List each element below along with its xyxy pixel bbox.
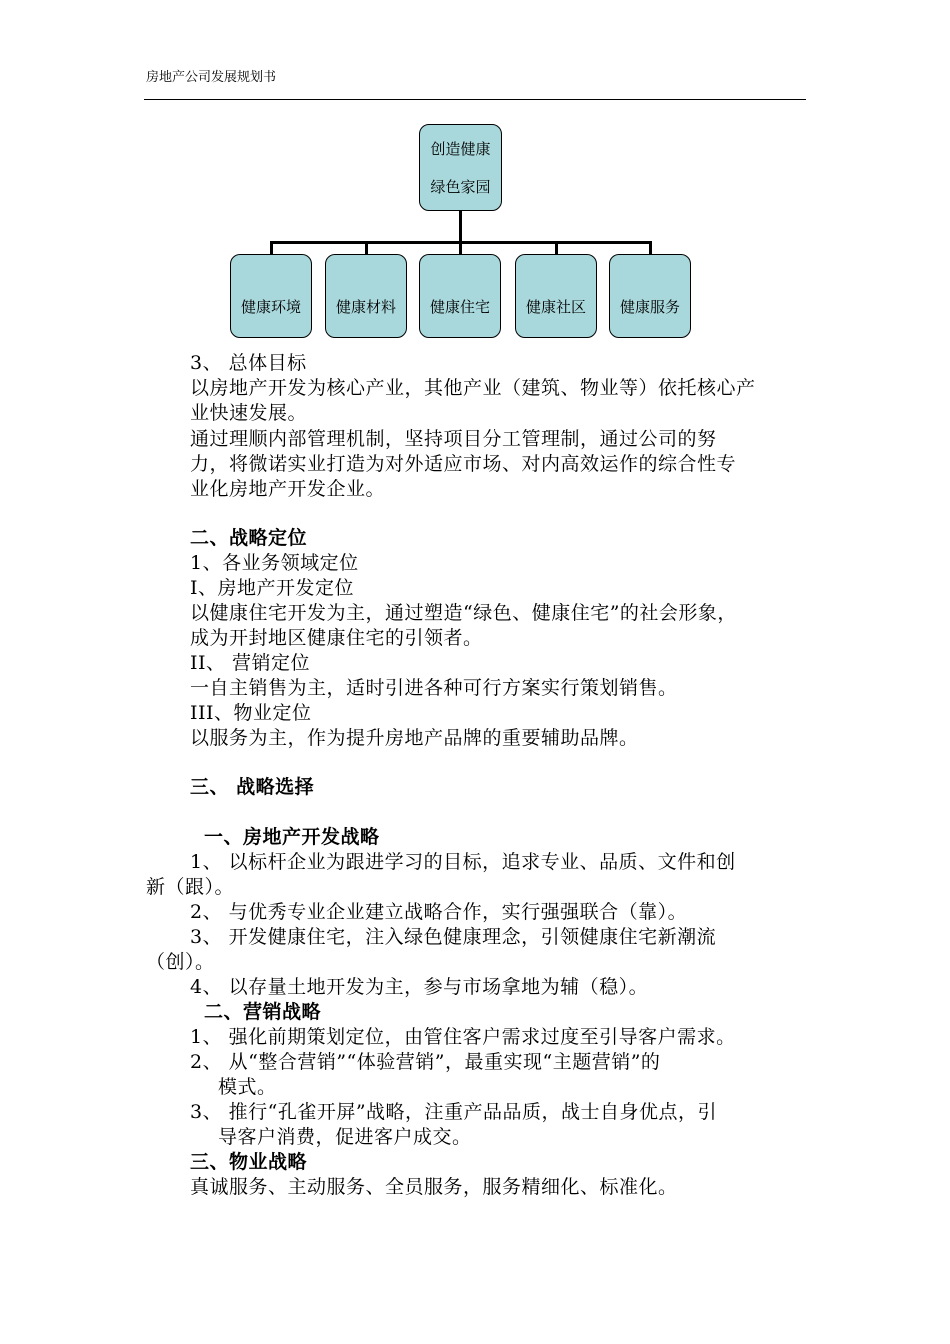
org-connector-drop-1 — [270, 241, 273, 254]
org-child-service: 健康服务 — [609, 254, 691, 338]
text-line: 成为开封地区健康住宅的引领者。 — [190, 627, 483, 649]
subsection-heading: 三、物业战略 — [190, 1151, 308, 1173]
text-line: 真诚服务、主动服务、全员服务，服务精细化、标准化。 — [190, 1176, 678, 1198]
section-heading: 二、战略定位 — [190, 527, 308, 549]
text-line: 以房地产开发为核心产业，其他产业（建筑、物业等）依托核心产 — [190, 377, 756, 399]
org-child-housing: 健康住宅 — [419, 254, 501, 338]
org-child-environment: 健康环境 — [230, 254, 312, 338]
text-line: 3、 推行“孔雀开屏”战略，注重产品品质，战士自身优点，引 — [190, 1101, 718, 1123]
text-line: 以健康住宅开发为主，通过塑造“绿色、健康住宅”的社会形象， — [190, 602, 737, 624]
org-connector-drop-5 — [649, 241, 652, 254]
org-child-materials: 健康材料 — [325, 254, 407, 338]
text-line: 力，将微诺实业打造为对外适应市场、对内高效运作的综合性专 — [190, 453, 737, 475]
text-line: 模式。 — [218, 1076, 277, 1098]
text-line: III、物业定位 — [190, 702, 312, 724]
text-line: 通过理顺内部管理机制，坚持项目分工管理制，通过公司的努 — [190, 428, 717, 450]
subsection-heading: 一、房地产开发战略 — [204, 826, 380, 848]
text-line: 以服务为主，作为提升房地产品牌的重要辅助品牌。 — [190, 727, 639, 749]
org-child-community: 健康社区 — [515, 254, 597, 338]
text-line: 导客户消费，促进客户成交。 — [218, 1126, 472, 1148]
header-divider — [144, 99, 806, 100]
org-root-line2: 绿色家园 — [430, 177, 491, 196]
text-line: 4、 以存量土地开发为主，参与市场拿地为辅（稳）。 — [190, 976, 649, 998]
text-line: 2、 从“整合营销”“体验营销”，最重实现“主题营销”的 — [190, 1051, 661, 1073]
text-line: 2、 与优秀专业企业建立战略合作，实行强强联合（靠）。 — [190, 901, 688, 923]
text-line: 1、 强化前期策划定位，由管住客户需求过度至引导客户需求。 — [190, 1026, 736, 1048]
page-header: 房地产公司发展规划书 — [146, 70, 277, 85]
text-line: 1、 以标杆企业为跟进学习的目标，追求专业、品质、文件和创 — [190, 851, 736, 873]
text-line: 一自主销售为主，适时引进各种可行方案实行策划销售。 — [190, 677, 678, 699]
org-root-line1: 创造健康 — [430, 139, 491, 158]
text-line: 3、 总体目标 — [190, 352, 307, 374]
text-line: II、 营销定位 — [190, 652, 311, 674]
text-line: 业化房地产开发企业。 — [190, 478, 386, 500]
org-connector-trunk — [459, 211, 462, 243]
text-line: 业快速发展。 — [190, 402, 308, 424]
org-root-box — [419, 124, 502, 211]
org-connector-drop-2 — [365, 241, 368, 254]
text-line: 1、各业务领域定位 — [190, 552, 359, 574]
org-connector-drop-4 — [555, 241, 558, 254]
text-line: I、房地产开发定位 — [190, 577, 355, 599]
org-connector-drop-3 — [459, 241, 462, 254]
text-line: （创）。 — [146, 951, 215, 973]
text-line: 新（跟）。 — [146, 876, 235, 898]
text-line: 3、 开发健康住宅，注入绿色健康理念，引领健康住宅新潮流 — [190, 926, 717, 948]
section-heading: 三、 战略选择 — [190, 776, 315, 798]
subsection-heading: 二、营销战略 — [204, 1001, 322, 1023]
